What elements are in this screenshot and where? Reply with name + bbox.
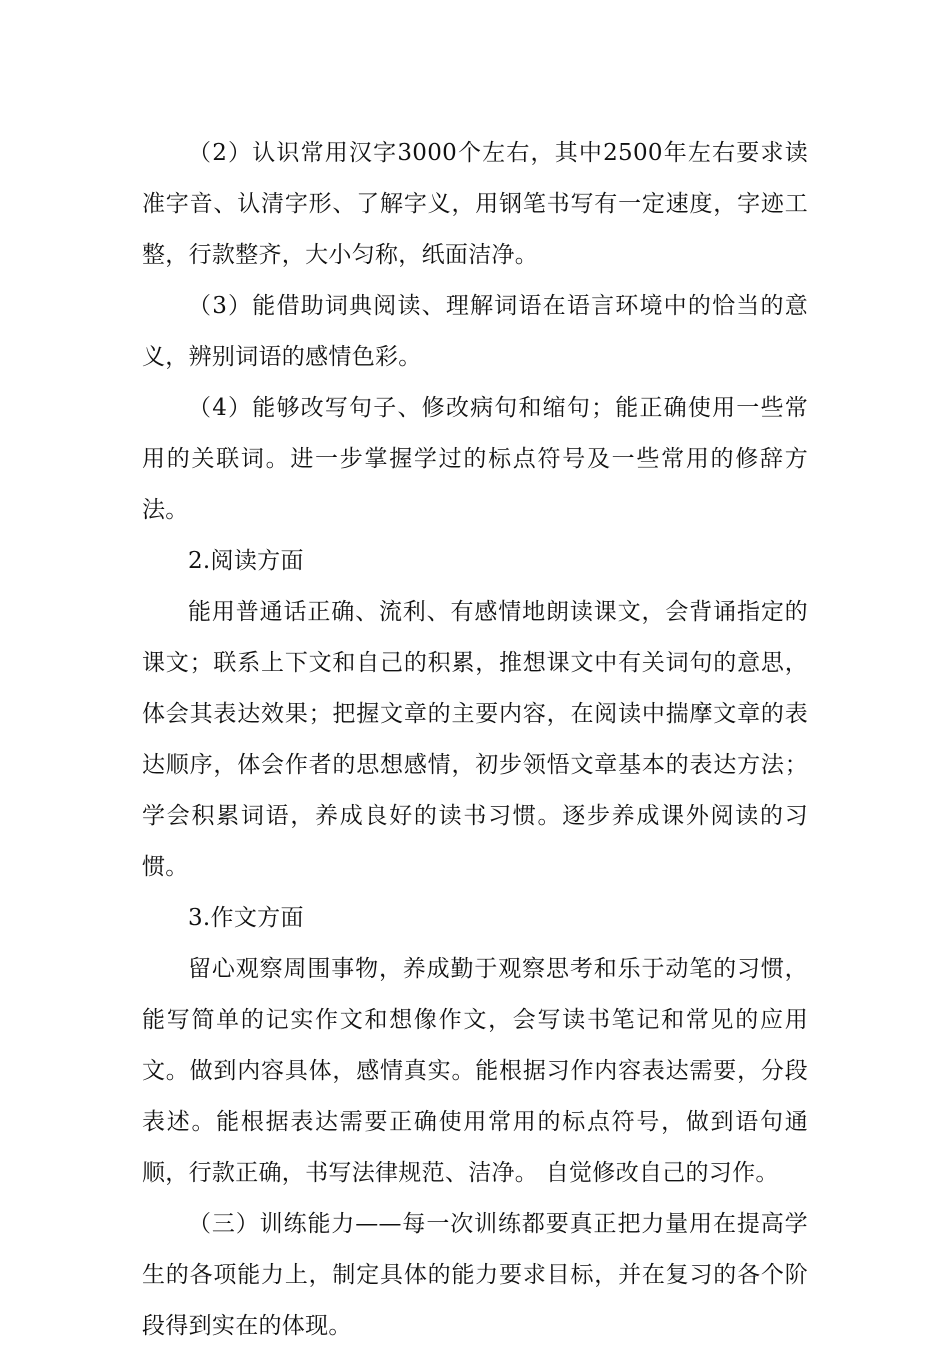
- paragraph-training: （三）训练能力——每一次训练都要真正把力量用在提高学生的各项能力上，制定具体的能力要求目标，并在复习的各个阶段得到实在的体现。: [142, 1211, 808, 1339]
- paragraph-reading: 能用普通话正确、流利、有感情地朗读课文，会背诵指定的课文；联系上下文和自己的积累，推想课文中有关词句的意思，体会其表达效果；把握文章的主要内容，在阅读中揣摩文章的表达顺序，体会作者的思想感情，初步领悟文章基本的表达方法；学会积累词语，养成良好的读书习惯。逐步养成课外阅读的习惯。: [142, 599, 808, 880]
- section-heading-writing: 3.作文方面: [188, 905, 304, 931]
- paragraph-sentences: （4）能够改写句子、修改病句和缩句；能正确使用一些常用的关联词。进一步掌握学过的标点符号及一些常用的修辞方法。: [142, 395, 808, 523]
- document-body: [142, 128, 808, 1352]
- paragraph-writing: 留心观察周围事物，养成勤于观察思考和乐于动笔的习惯，能写简单的记实作文和想像作文，会写读书笔记和常见的应用文。做到内容具体，感情真实。能根据习作内容表达需要，分段表述。能根据表达需要正确使用常用的标点符号，做到语句通顺，行款正确，书写法律规范、洁净。 自觉修改自己的习作。: [142, 956, 808, 1186]
- paragraph-literacy: （2）认识常用汉字3000个左右，其中2500年左右要求读准字音、认清字形、了解字义，用钢笔书写有一定速度，字迹工整，行款整齐，大小匀称，纸面洁净。: [142, 140, 808, 268]
- paragraph-dictionary: （3）能借助词典阅读、理解词语在语言环境中的恰当的意义，辨别词语的感情色彩。: [142, 293, 808, 370]
- section-heading-reading: 2.阅读方面: [188, 548, 304, 574]
